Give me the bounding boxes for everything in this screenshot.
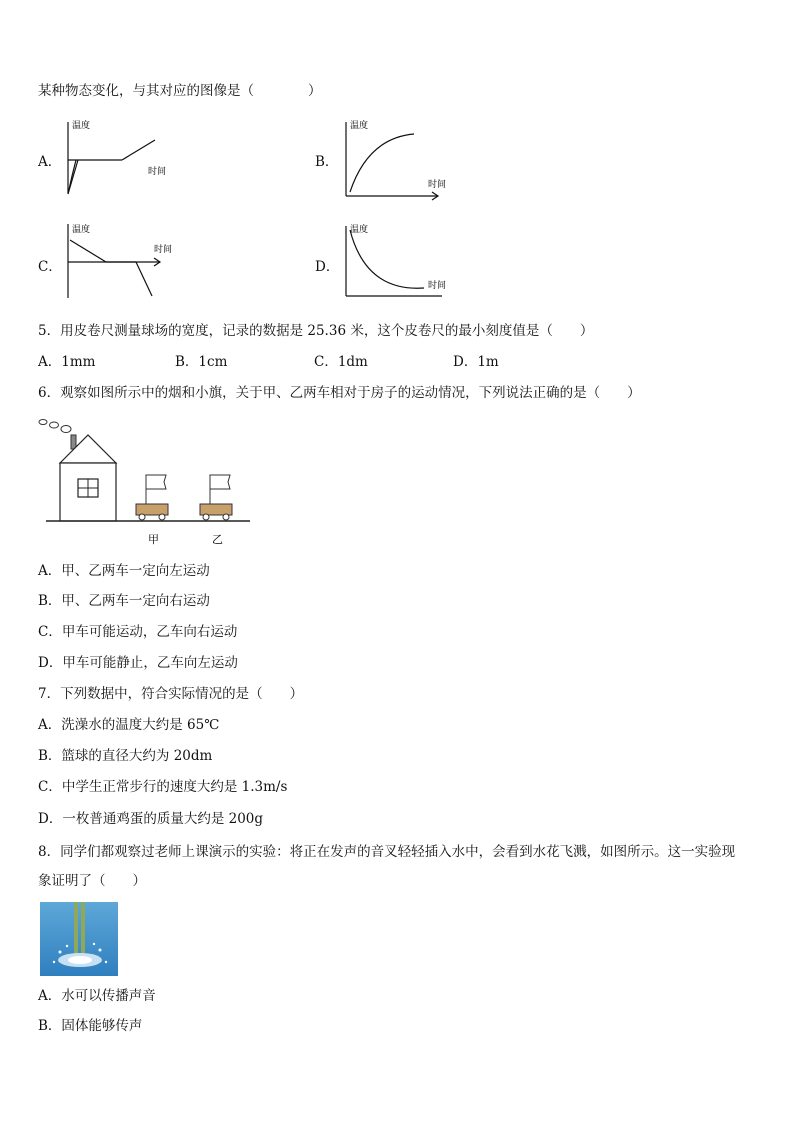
q8-option-a[interactable]: A．水可以传播声音 bbox=[38, 988, 156, 1004]
graph-d-xlabel: 时间 bbox=[428, 281, 447, 291]
q7-stem: 7．下列数据中，符合实际情况的是（ ） bbox=[38, 686, 304, 702]
house-and-cars-figure bbox=[38, 415, 258, 550]
chimney bbox=[71, 435, 76, 449]
roof bbox=[60, 435, 116, 463]
q8-stem-line2: 象证明了（ ） bbox=[38, 873, 146, 889]
graph-a-ylabel: 温度 bbox=[72, 121, 91, 131]
car-yi bbox=[200, 504, 232, 515]
q4-option-d-label[interactable]: D． bbox=[315, 259, 340, 275]
q7-option-d[interactable]: D．一枚普通鸡蛋的质量大约是 200g bbox=[38, 811, 264, 827]
q5-option-c[interactable]: C．1dm bbox=[314, 354, 368, 370]
q6-option-c[interactable]: C．甲车可能运动，乙车向右运动 bbox=[38, 624, 238, 640]
q4-stem: 某种物态变化，与其对应的图像是（ ） bbox=[38, 83, 322, 99]
tuning-fork-water-photo bbox=[40, 902, 118, 976]
graph-b bbox=[338, 118, 458, 203]
q6-stem: 6．观察如图所示中的烟和小旗，关于甲、乙两车相对于房子的运动情况，下列说法正确的是（ ） bbox=[38, 385, 641, 401]
flag-jia bbox=[146, 475, 166, 489]
graph-a-xlabel: 时间 bbox=[148, 167, 167, 177]
smoke-puff bbox=[61, 426, 71, 433]
graph-c-xlabel: 时间 bbox=[154, 245, 173, 255]
q5-option-b[interactable]: B．1cm bbox=[175, 354, 228, 370]
graph-b-xlabel: 时间 bbox=[428, 180, 447, 190]
graph-d-ylabel: 温度 bbox=[350, 225, 369, 235]
graph-c bbox=[60, 222, 180, 302]
q6-option-a[interactable]: A．甲、乙两车一定向左运动 bbox=[38, 563, 210, 579]
q5-stem: 5．用皮卷尺测量球场的宽度，记录的数据是 25.36 米，这个皮卷尺的最小刻度值是（ ） bbox=[38, 323, 594, 339]
car-jia-label: 甲 bbox=[148, 533, 159, 546]
car-yi-label: 乙 bbox=[212, 533, 223, 546]
q5-option-a[interactable]: A．1mm bbox=[38, 354, 96, 370]
q8-stem-line1: 8．同学们都观察过老师上课演示的实验：将正在发声的音叉轻轻插入水中，会看到水花飞溅，如图所示。这一实验现 bbox=[38, 844, 736, 860]
smoke-puff bbox=[39, 420, 47, 425]
flag-yi bbox=[210, 475, 230, 489]
q6-option-d[interactable]: D．甲车可能静止，乙车向左运动 bbox=[38, 655, 238, 671]
q4-option-c-label[interactable]: C． bbox=[38, 259, 62, 275]
q6-option-b[interactable]: B．甲、乙两车一定向右运动 bbox=[38, 593, 210, 609]
q5-option-d[interactable]: D．1m bbox=[453, 354, 499, 370]
smoke-puff bbox=[50, 422, 59, 428]
graph-d bbox=[338, 222, 458, 302]
graph-b-ylabel: 温度 bbox=[350, 121, 369, 131]
q7-option-a[interactable]: A．洗澡水的温度大约是 65℃ bbox=[38, 717, 220, 733]
q7-option-b[interactable]: B．篮球的直径大约为 20dm bbox=[38, 748, 213, 764]
q8-option-b[interactable]: B．固体能够传声 bbox=[38, 1018, 143, 1034]
car-jia bbox=[136, 504, 168, 515]
q4-option-b-label[interactable]: B． bbox=[315, 154, 339, 170]
q4-option-a-label[interactable]: A． bbox=[38, 154, 62, 170]
q7-option-c[interactable]: C．中学生正常步行的速度大约是 1.3m/s bbox=[38, 779, 288, 795]
graph-a bbox=[60, 118, 180, 198]
graph-c-ylabel: 温度 bbox=[72, 225, 91, 235]
